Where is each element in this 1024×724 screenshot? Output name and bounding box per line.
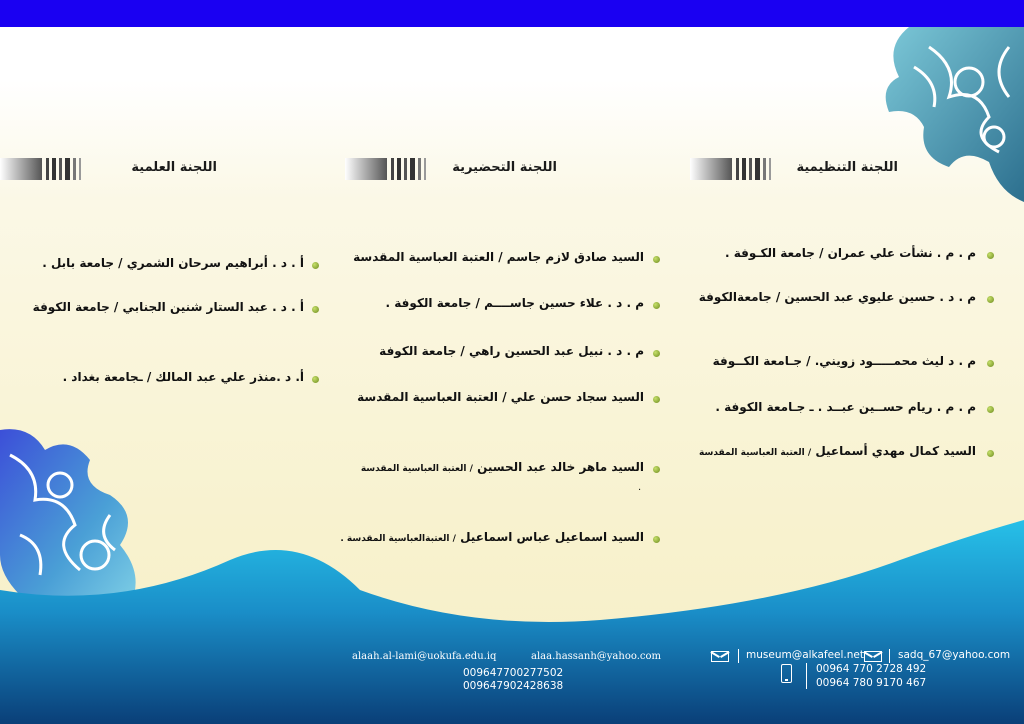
header-stripes-decoration — [690, 158, 780, 180]
organizing-member-2: م . د . حسين عليوي عبد الحسين / جامعةالكوفة — [698, 290, 976, 304]
preparatory-member-3: م . د . نبيل عبد الحسين راهي / جامعة الكوفة — [379, 344, 644, 358]
organizing-committee-title: اللجنة التنظيمية — [796, 160, 898, 175]
email-address[interactable]: alaa.hassanh@yahoo.com — [531, 651, 661, 662]
scientific-committee-title: اللجنة العلمية — [131, 160, 217, 175]
preparatory-committee-header — [345, 158, 565, 180]
preparatory-committee-title: اللجنة التحضيرية — [452, 160, 557, 175]
bullet-icon — [987, 450, 994, 457]
phone-number: 00964 770 2728 492 — [816, 663, 927, 675]
preparatory-member-4: السيد سجاد حسن علي / العتبة العباسية المقدسة — [357, 390, 644, 404]
member-name: السيد كمال مهدي أسماعيل — [815, 444, 976, 458]
organizing-member-4: م . م . ريام حســين عبــد . ـ جـامعة الكوفة . — [715, 400, 976, 414]
header-stripes-decoration — [345, 158, 435, 180]
trailing-dot: . — [638, 482, 642, 493]
bullet-icon — [987, 406, 994, 413]
scientific-member-2: أ . د . عبد الستار شنين الجنابي / جامعة الكوفة — [32, 300, 304, 314]
divider — [889, 649, 890, 663]
envelope-icon — [711, 651, 729, 662]
bullet-icon — [653, 256, 660, 263]
top-bar — [0, 0, 1024, 27]
divider — [738, 649, 739, 663]
phone-number: 009647902428638 — [463, 680, 564, 692]
email-address[interactable]: alaah.al-lami@uokufa.edu.iq — [352, 651, 497, 662]
bullet-icon — [987, 252, 994, 259]
member-affiliation: / العتبة العباسية المقدسة — [699, 448, 812, 458]
preparatory-member-5 — [361, 460, 644, 474]
phone-icon — [781, 664, 792, 683]
member-name: السيد ماهر خالد عبد الحسين — [477, 460, 644, 474]
email-address[interactable]: museum@alkafeel.net — [746, 649, 864, 661]
scientific-committee-header — [0, 158, 225, 180]
phone-number: 009647700277502 — [463, 667, 564, 679]
email-address[interactable]: sadq_67@yahoo.com — [898, 649, 1011, 661]
preparatory-member-2: م . د . علاء حسين جاســــم / جامعة الكوفة . — [385, 296, 644, 310]
phone-number: 00964 780 9170 467 — [816, 677, 927, 689]
bullet-icon — [312, 306, 319, 313]
organizing-member-3: م . د ليث محمـــــود زويني. / جـامعة الكــوفة — [712, 354, 976, 368]
scientific-member-3: أ. د .منذر علي عبد المالك / ـجامعة بغداد . — [62, 370, 304, 384]
bullet-icon — [312, 262, 319, 269]
member-affiliation: / العتبة العباسية المقدسة — [360, 464, 473, 474]
bullet-icon — [653, 396, 660, 403]
bullet-icon — [653, 536, 660, 543]
envelope-icon — [864, 651, 882, 662]
bullet-icon — [653, 350, 660, 357]
preparatory-member-1: السيد صادق لازم جاسم / العتبة العباسية المقدسة — [353, 250, 644, 264]
preparatory-member-6 — [340, 530, 644, 544]
scientific-member-1: أ . د . أبراهيم سرحان الشمري / جامعة بابل . — [42, 256, 304, 270]
organizing-member-5 — [699, 444, 976, 458]
bullet-icon — [312, 376, 319, 383]
bullet-icon — [653, 466, 660, 473]
bullet-icon — [987, 360, 994, 367]
member-name: السيد اسماعيل عباس اسماعيل — [460, 530, 644, 544]
bullet-icon — [987, 296, 994, 303]
organizing-committee-header — [690, 158, 910, 180]
divider — [806, 663, 807, 689]
bottom-wave-background — [0, 520, 1024, 724]
header-stripes-decoration — [0, 158, 90, 180]
organizing-member-1: م . م . نشأت علي عمران / جامعة الكـوفة . — [725, 246, 976, 260]
bullet-icon — [653, 302, 660, 309]
member-affiliation: / العتبةالعباسية المقدسة . — [340, 534, 456, 544]
